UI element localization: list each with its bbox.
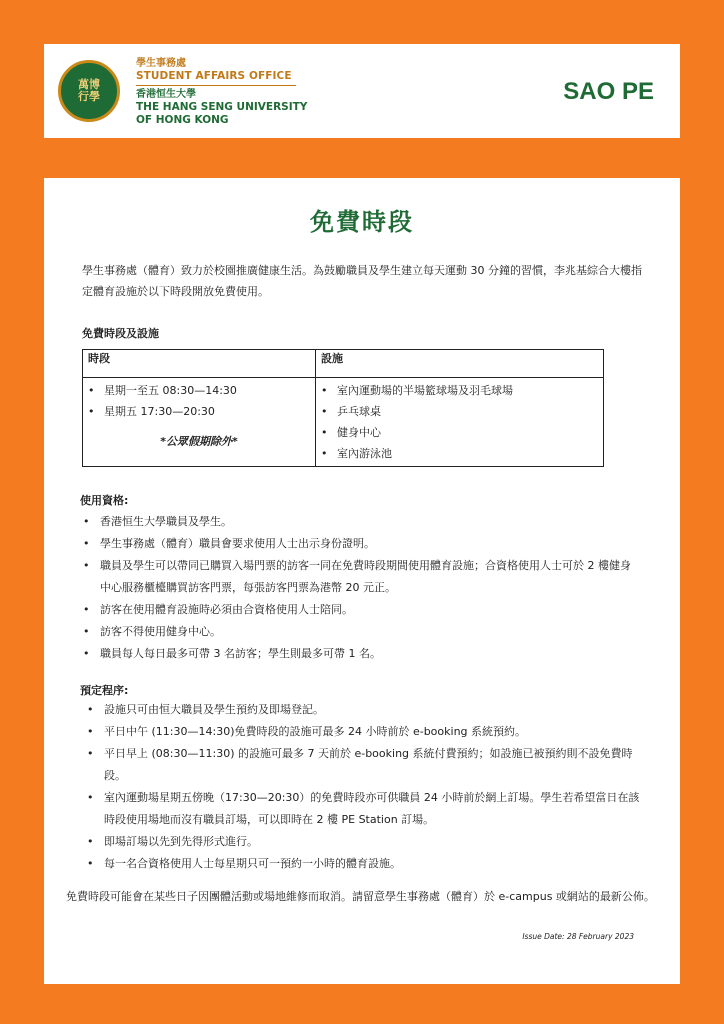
logo-char: 行 (78, 90, 89, 103)
holiday-note: *公眾假期除外* (160, 435, 238, 448)
list-item: • 香港恒生大學職員及學生。 (80, 511, 640, 533)
list-item: • 即場訂場以先到先得形式進行。 (84, 831, 644, 853)
issue-date: Issue Date: 28 February 2023 (522, 932, 634, 941)
list-item: • 平日早上 (08:30—11:30) 的設施可最多 7 天前於 e-booking 系統付費預約；如設施已被預約則不設免費時段。 (84, 743, 644, 787)
logo-char: 萬 (78, 78, 89, 91)
facility-item: • 室內運動場的半場籃球場及羽毛球場 (321, 380, 598, 401)
list-item: • 室內運動場星期五傍晚（17:30—20:30）的免費時段亦可供職員 24 小時前於網上訂場。學生若希望當日在該時段使用場地而沒有職員訂場，可以即時在 2 樓 PE Station 訂場。 (84, 787, 644, 831)
list-item: • 平日中午 (11:30—14:30)免費時段的設施可最多 24 小時前於 e-booking 系統預約。 (84, 721, 644, 743)
logo-char: 博 (89, 78, 100, 91)
list-item: • 訪客不得使用健身中心。 (80, 621, 640, 643)
facilities-heading: 免費時段及設施 (82, 327, 159, 340)
facility-item: • 健身中心 (321, 422, 598, 443)
logo-divider (136, 85, 296, 86)
logo-char: 學 (89, 90, 100, 103)
list-item: • 學生事務處（體育）職員會要求使用人士出示身份證明。 (80, 533, 640, 555)
time-cell (83, 378, 316, 467)
facilities-table (82, 349, 604, 467)
facility-item: • 室內游泳池 (321, 443, 598, 464)
office-name-en: STUDENT AFFAIRS OFFICE (136, 70, 292, 82)
facility-cell (316, 378, 604, 467)
list-item: • 職員每人每日最多可帶 3 名訪客；學生則最多可帶 1 名。 (80, 643, 640, 665)
eligibility-list (80, 511, 640, 665)
col-header-time: 時段 (83, 350, 316, 378)
university-name-en-line2: OF HONG KONG (136, 114, 229, 126)
content-card (44, 178, 680, 984)
header-card (44, 44, 680, 138)
office-name-zh: 學生事務處 (136, 58, 186, 69)
cancellation-note: 免費時段可能會在某些日子因團體活動或場地維修而取消。請留意學生事務處（體育）於 e-campus 或網站的最新公佈。 (66, 890, 655, 903)
list-item: • 職員及學生可以帶同已購買入場門票的訪客一同在免費時段期間使用體育設施；合資格使用人士可於 2 樓健身中心服務櫃檯購買訪客門票，每張訪客門票為港幣 20 元正。 (80, 555, 640, 599)
booking-list (84, 699, 644, 875)
intro-paragraph: 學生事務處（體育）致力於校園推廣健康生活。為鼓勵職員及學生建立每天運動 30 分鐘的習慣，李兆基綜合大樓指定體育設施於以下時段開放免費使用。 (82, 264, 642, 298)
time-item: • 星期五 17:30—20:30 (88, 401, 310, 422)
list-item: • 設施只可由恒大職員及學生預約及即場登記。 (84, 699, 644, 721)
list-item: • 訪客在使用體育設施時必須由合資格使用人士陪同。 (80, 599, 640, 621)
list-item: • 每一名合資格使用人士每星期只可一預約一小時的體育設施。 (84, 853, 644, 875)
col-header-facility: 設施 (316, 350, 604, 378)
university-logo (58, 60, 120, 122)
eligibility-heading: 使用資格: (80, 494, 129, 507)
logo-text-block (136, 58, 307, 127)
page-title: 免費時段 (310, 208, 414, 236)
facility-item: • 乒乓球桌 (321, 401, 598, 422)
unit-label: SAO PE (563, 78, 654, 105)
university-name-en-line1: THE HANG SENG UNIVERSITY (136, 101, 308, 113)
university-name-zh: 香港恒生大學 (136, 89, 196, 100)
booking-heading: 預定程序: (80, 684, 129, 697)
table-row (83, 378, 604, 467)
time-item: • 星期一至五 08:30—14:30 (88, 380, 310, 401)
